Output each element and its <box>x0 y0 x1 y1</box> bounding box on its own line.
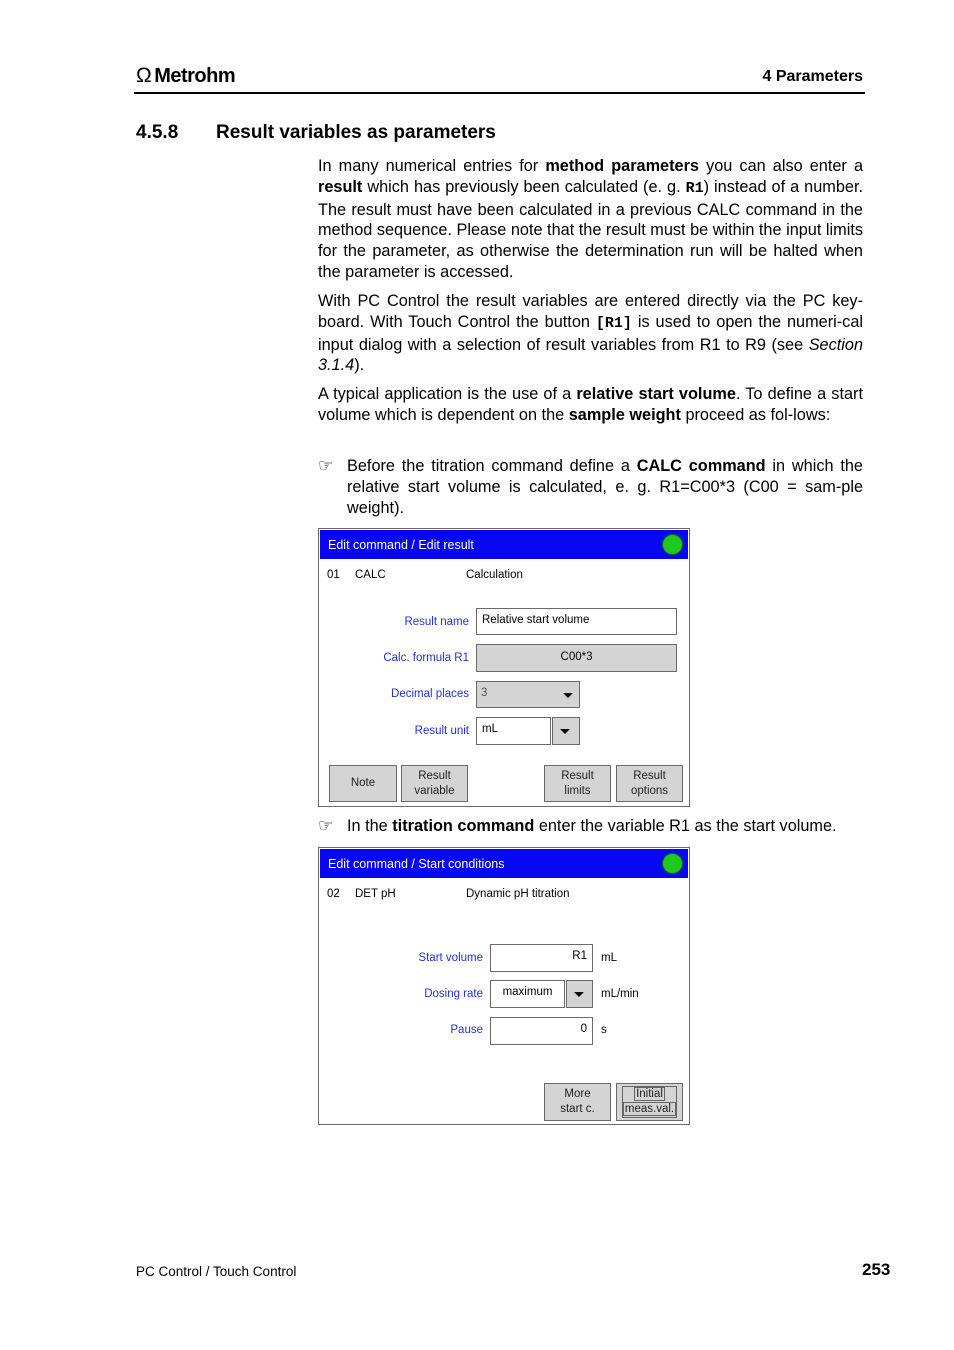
text: in which the relative start volume is calculated, e. g. R1=C00*3 (C00 = sam-ple weight). <box>347 457 863 517</box>
dosing-rate-field[interactable]: maximum <box>490 980 565 1008</box>
page-number: 253 <box>862 1260 891 1279</box>
command-name: CALC <box>355 569 386 581</box>
section-reference: Section 3.1.4 <box>318 335 863 375</box>
key-text: R1 <box>685 179 704 197</box>
result-unit-label: Result unit <box>414 725 469 737</box>
button-label: Result <box>561 769 594 782</box>
text: Before the titration command define a <box>347 457 637 475</box>
pause-field[interactable]: 0 <box>490 1017 593 1045</box>
text: In the <box>347 817 393 835</box>
calc-formula-button[interactable]: C00*3 <box>476 644 677 672</box>
status-led-icon <box>662 853 683 874</box>
triangle-down-icon <box>574 992 584 997</box>
result-unit-field[interactable]: mL <box>476 717 551 745</box>
result-options-button[interactable] <box>616 765 683 802</box>
decimal-places-select[interactable] <box>476 681 580 708</box>
dosing-rate-label: Dosing rate <box>424 988 483 1000</box>
text: is used to open the numeri-cal input dialog with a selection of result variables from R1 to R9 (see <box>318 312 863 354</box>
section-heading <box>136 122 496 144</box>
bullet-item-1 <box>318 456 863 518</box>
button-label: limits <box>564 784 591 797</box>
screen-title: Edit command / Start conditions <box>328 857 505 871</box>
pointing-hand-icon: ☞ <box>318 816 334 835</box>
pause-label: Pause <box>450 1024 483 1036</box>
text: you can also enter a <box>699 157 863 175</box>
text: A typical application is the use of a <box>318 385 577 403</box>
button-label: Result <box>633 769 666 782</box>
metrohm-logo <box>136 64 235 88</box>
result-name-label: Result name <box>404 616 469 628</box>
start-volume-field[interactable]: R1 <box>490 944 593 972</box>
title-bar <box>320 530 688 559</box>
dosing-rate-unit: mL/min <box>601 988 639 1000</box>
result-name-field[interactable]: Relative start volume <box>476 608 677 635</box>
bold-text: relative start volume <box>576 385 736 403</box>
edit-result-screen <box>318 528 690 807</box>
key-text: [R1] <box>595 314 632 332</box>
bullet-item-2 <box>318 816 863 837</box>
footer-product: PC Control / Touch Control <box>136 1264 297 1279</box>
paragraph-1 <box>318 156 863 283</box>
page-header <box>134 62 865 94</box>
text: which has previously been calculated (e. g. <box>362 177 686 196</box>
button-label: Initial <box>636 1088 663 1100</box>
section-number: 4.5.8 <box>136 122 179 143</box>
command-number: 02 <box>327 888 340 900</box>
omega-icon: Ω <box>136 64 152 87</box>
status-led-icon <box>662 534 683 555</box>
command-description: Calculation <box>466 569 523 581</box>
command-name: DET pH <box>355 888 396 900</box>
button-label: meas.val. <box>624 1103 675 1115</box>
text: . To define a start volume which is dependent on the <box>318 385 863 424</box>
section-title: Result variables as parameters <box>216 122 496 143</box>
bold-text: method parameters <box>545 157 699 175</box>
decimal-places-label: Decimal places <box>391 688 469 700</box>
text: enter the variable R1 as the start volume. <box>534 817 837 835</box>
screen-title: Edit command / Edit result <box>328 538 474 552</box>
bold-text: titration command <box>392 817 535 835</box>
command-number: 01 <box>327 569 340 581</box>
start-volume-label: Start volume <box>418 952 483 964</box>
bold-text: result <box>318 177 363 196</box>
more-start-conditions-button[interactable] <box>544 1083 611 1121</box>
start-conditions-screen <box>318 847 690 1125</box>
result-variable-button[interactable] <box>401 765 468 802</box>
select-value: 3 <box>481 687 488 699</box>
chapter-title: 4 Parameters <box>762 68 863 85</box>
button-label: options <box>630 784 669 797</box>
text: ) instead of a number. The result must have been calculated in a previous CALC command in the method sequence. Please note that the result must be within the input limits for the parameter, as otherwise the determination run will be halted when the parameter is accessed. <box>318 177 863 281</box>
triangle-down-icon <box>563 693 573 698</box>
start-volume-unit: mL <box>601 952 617 964</box>
button-label: start c. <box>560 1103 595 1115</box>
initial-meas-val-button[interactable] <box>616 1083 683 1121</box>
calc-formula-label: Calc. formula R1 <box>383 652 469 664</box>
button-label: variable <box>414 784 455 797</box>
result-limits-button[interactable] <box>544 765 611 802</box>
command-description: Dynamic pH titration <box>466 888 570 900</box>
logo-text: Metrohm <box>154 65 236 87</box>
pause-unit: s <box>601 1024 607 1036</box>
pointing-hand-icon: ☞ <box>318 456 334 475</box>
paragraph-2 <box>318 291 863 376</box>
button-label: Result <box>418 769 451 782</box>
result-unit-dropdown[interactable] <box>552 717 580 745</box>
title-bar <box>320 849 688 878</box>
bold-text: sample weight <box>568 405 681 424</box>
dosing-rate-dropdown[interactable] <box>566 980 593 1008</box>
button-label: More <box>564 1088 591 1100</box>
button-label: Note <box>350 777 376 789</box>
triangle-down-icon <box>560 729 570 734</box>
bold-text: CALC command <box>636 457 766 475</box>
text: With PC Control the result variables are entered directly via the PC key-board. With Touch Control the button <box>318 292 863 331</box>
text: ). <box>354 356 365 375</box>
note-button[interactable] <box>329 765 397 802</box>
paragraph-3 <box>318 384 863 426</box>
text: proceed as fol-lows: <box>680 405 831 424</box>
text: In many numerical entries for <box>318 157 546 175</box>
